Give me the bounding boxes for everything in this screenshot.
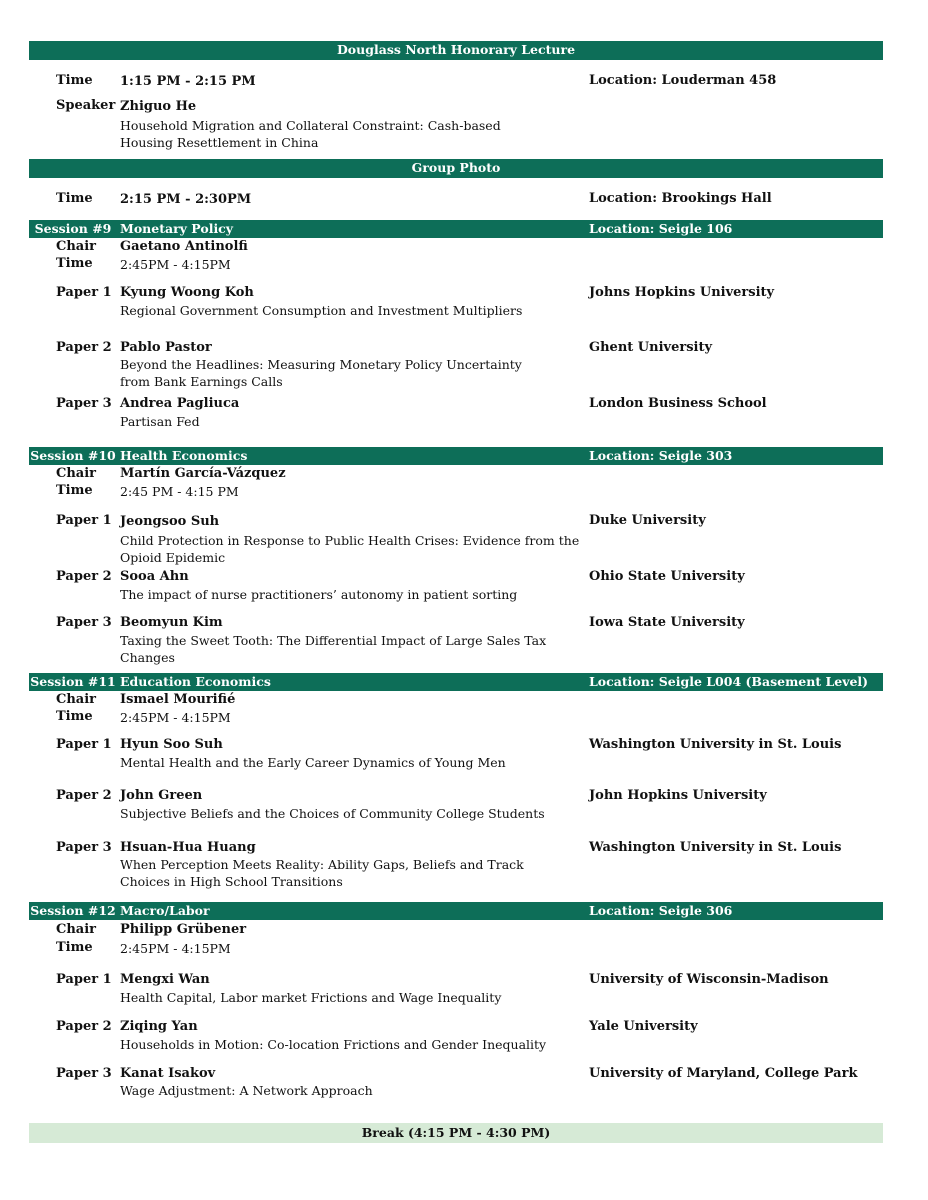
session-number: Session #11 (30, 674, 116, 689)
time-label: Time (56, 709, 93, 724)
session-time: 2:45PM - 4:15PM (120, 941, 231, 956)
paper-affiliation: Ghent University (589, 340, 713, 355)
chair-label: Chair (56, 922, 97, 937)
session-header (29, 902, 883, 920)
session-location: Location: Seigle 106 (589, 221, 733, 236)
session-time: 2:45PM - 4:15PM (120, 710, 231, 725)
paper-affiliation: University of Wisconsin-Madison (589, 972, 829, 987)
paper-author: Mengxi Wan (120, 972, 210, 987)
time-label: Time (56, 483, 93, 498)
photo-time-label: Time (56, 191, 93, 206)
paper-author: Jeongsoo Suh (120, 514, 220, 529)
paper-affiliation: John Hopkins University (589, 788, 767, 803)
paper-label: Paper 3 (56, 396, 112, 411)
paper-author: Ziqing Yan (120, 1019, 198, 1034)
paper-affiliation: Washington University in St. Louis (589, 737, 842, 752)
photo-location: Location: Brookings Hall (589, 191, 772, 206)
session-number: Session #12 (30, 903, 116, 918)
paper-author: Kanat Isakov (120, 1066, 216, 1081)
paper-label: Paper 2 (56, 788, 112, 803)
photo-time: 2:15 PM - 2:30PM (120, 192, 252, 207)
paper-title: Beyond the Headlines: Measuring Monetary Policy Uncertainty from Bank Earnings Calls (120, 357, 522, 389)
session-number: Session #9 (34, 221, 112, 236)
paper-author: Beomyun Kim (120, 615, 223, 630)
session-title: Monetary Policy (120, 221, 234, 236)
session-location: Location: Seigle L004 (Basement Level) (589, 674, 869, 689)
paper-label: Paper 1 (56, 285, 112, 300)
paper-title: Partisan Fed (120, 414, 200, 429)
paper-title: Child Protection in Response to Public Health Crises: Evidence from the Opioid Epidemic (120, 533, 580, 565)
paper-label: Paper 2 (56, 1019, 112, 1034)
session-header (29, 447, 883, 465)
lecture-location: Location: Louderman 458 (589, 73, 777, 88)
paper-affiliation: London Business School (589, 396, 767, 411)
session-location: Location: Seigle 303 (589, 448, 733, 463)
session-title: Education Economics (120, 674, 271, 689)
paper-label: Paper 1 (56, 737, 112, 752)
photo-header: Group Photo (29, 159, 883, 178)
paper-label: Paper 3 (56, 840, 112, 855)
paper-author: Andrea Pagliuca (120, 396, 240, 411)
paper-label: Paper 3 (56, 615, 112, 630)
time-label: Time (56, 940, 93, 955)
paper-title: Regional Government Consumption and Investment Multipliers (120, 303, 523, 318)
paper-author: Kyung Woong Koh (120, 285, 254, 300)
paper-author: John Green (120, 788, 203, 803)
paper-affiliation: University of Maryland, College Park (589, 1066, 858, 1081)
lecture-speaker: Zhiguo He (120, 99, 197, 114)
paper-title: Mental Health and the Early Career Dynamics of Young Men (120, 755, 506, 770)
paper-author: Hyun Soo Suh (120, 737, 223, 752)
paper-title: When Perception Meets Reality: Ability Gaps, Beliefs and Track Choices in High School Transitions (120, 857, 524, 889)
chair-name: Martín García-Vázquez (120, 466, 286, 481)
paper-affiliation: Ohio State University (589, 569, 745, 584)
paper-title: Health Capital, Labor market Frictions and Wage Inequality (120, 990, 502, 1005)
paper-title: The impact of nurse practitioners’ autonomy in patient sorting (120, 587, 518, 602)
chair-name: Philipp Grübener (120, 922, 247, 937)
paper-title: Subjective Beliefs and the Choices of Community College Students (120, 806, 545, 821)
paper-author: Pablo Pastor (120, 340, 212, 355)
lecture-time: 1:15 PM - 2:15 PM (120, 74, 256, 89)
paper-author: Sooa Ahn (120, 569, 189, 584)
session-title: Macro/Labor (120, 903, 210, 918)
paper-affiliation: Yale University (589, 1019, 698, 1034)
paper-affiliation: Washington University in St. Louis (589, 840, 842, 855)
paper-title: Households in Motion: Co-location Frictions and Gender Inequality (120, 1037, 547, 1052)
session-header (29, 673, 883, 691)
session-time: 2:45 PM - 4:15 PM (120, 484, 239, 499)
session-title: Health Economics (120, 448, 248, 463)
chair-label: Chair (56, 466, 97, 481)
paper-title: Wage Adjustment: A Network Approach (120, 1083, 373, 1098)
paper-label: Paper 1 (56, 972, 112, 987)
paper-affiliation: Johns Hopkins University (589, 285, 775, 300)
chair-name: Ismael Mourifié (120, 692, 236, 707)
paper-label: Paper 3 (56, 1066, 112, 1081)
chair-label: Chair (56, 239, 97, 254)
chair-name: Gaetano Antinolfi (120, 239, 248, 254)
paper-label: Paper 2 (56, 569, 112, 584)
lecture-speaker-label: Speaker (56, 98, 116, 113)
paper-affiliation: Iowa State University (589, 615, 745, 630)
session-location: Location: Seigle 306 (589, 903, 733, 918)
paper-title: Taxing the Sweet Tooth: The Differential Impact of Large Sales Tax Changes (120, 633, 547, 665)
session-time: 2:45PM - 4:15PM (120, 257, 231, 272)
lecture-title: Household Migration and Collateral Constraint: Cash-based Housing Resettlement in China (120, 118, 501, 150)
paper-label: Paper 1 (56, 513, 112, 528)
time-label: Time (56, 256, 93, 271)
break-banner: Break (4:15 PM - 4:30 PM) (29, 1123, 883, 1143)
paper-affiliation: Duke University (589, 513, 706, 528)
paper-label: Paper 2 (56, 340, 112, 355)
paper-author: Hsuan-Hua Huang (120, 840, 256, 855)
session-header (29, 220, 883, 238)
chair-label: Chair (56, 692, 97, 707)
lecture-header: Douglass North Honorary Lecture (29, 41, 883, 60)
session-number: Session #10 (30, 448, 116, 463)
lecture-time-label: Time (56, 73, 93, 88)
